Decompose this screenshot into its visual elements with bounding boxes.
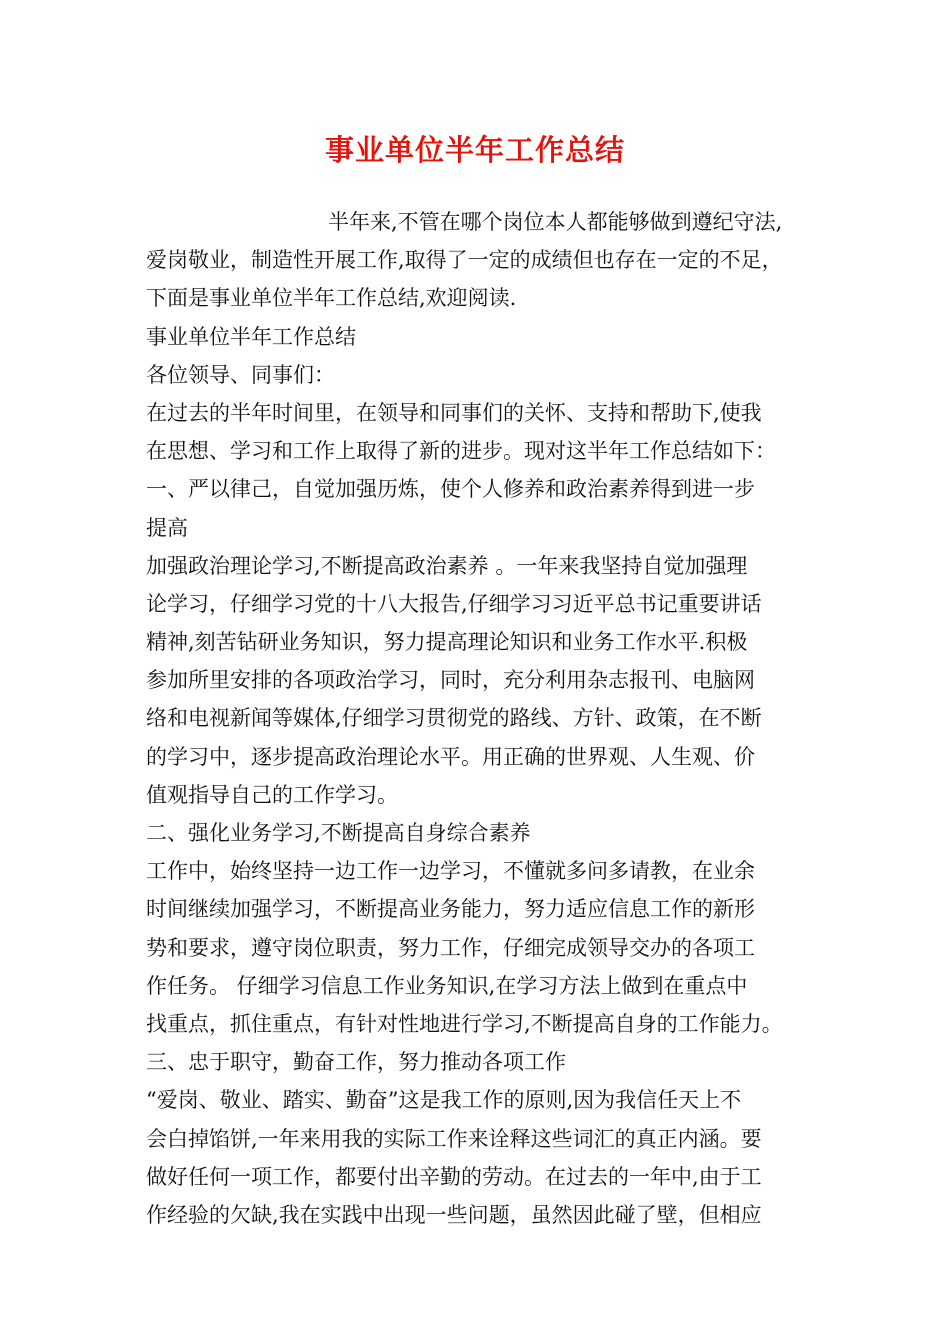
text-line: 做好任何一项工作，都要付出辛勤的劳动。在过去的一年中,由于工 <box>146 1164 762 1189</box>
text-line: 精神,刻苦钻研业务知识，努力提高理论知识和业务工作水平.积极 <box>146 630 748 655</box>
text-line: 事业单位半年工作总结 <box>146 324 356 349</box>
text-line: 络和电视新闻等媒体,仔细学习贯彻党的路线、方针、政策，在不断 <box>146 706 762 731</box>
text-line: 工作中，始终坚持一边工作一边学习，不懂就多问多请教，在业余 <box>146 859 755 884</box>
text-line: 在思想、学习和工作上取得了新的进步。现对这半年工作总结如下： <box>146 439 776 464</box>
text-line: 值观指导自己的工作学习。 <box>146 782 398 807</box>
text-line: 半年来,不管在哪个岗位本人都能够做到遵纪守法, <box>328 210 783 234</box>
text-line: 一、严以律己，自觉加强历炼，使个人修养和政治素养得到进一步 <box>146 477 755 502</box>
text-line: 下面是事业单位半年工作总结,欢迎阅读. <box>146 286 517 311</box>
text-line: 三、忠于职守，勤奋工作，努力推动各项工作 <box>146 1050 566 1075</box>
text-line: 找重点，抓住重点，有针对性地进行学习,不断提高自身的工作能力。 <box>146 1011 783 1036</box>
text-line: 爱岗敬业，制造性开展工作,取得了一定的成绩但也存在一定的不足， <box>146 248 783 273</box>
text-line: 作经验的欠缺,我在实践中出现一些问题，虽然因此碰了壁，但相应 <box>146 1202 762 1227</box>
text-line: 参加所里安排的各项政治学习，同时，充分利用杂志报刊、电脑网 <box>146 668 755 693</box>
text-line: 论学习，仔细学习党的十八大报告,仔细学习习近平总书记重要讲话 <box>146 591 762 616</box>
text-line: 二、强化业务学习,不断提高自身综合素养 <box>146 821 531 845</box>
text-line: “爱岗、敬业、踏实、勤奋”这是我工作的原则,因为我信任天上不 <box>146 1088 742 1113</box>
text-line: 加强政治理论学习,不断提高政治素养 。一年来我坚持自觉加强理 <box>146 553 748 578</box>
text-line: 提高 <box>146 515 188 540</box>
document-title: 事业单位半年工作总结 <box>324 133 625 167</box>
text-line: 会白掉馅饼,一年来用我的实际工作来诠释这些词汇的真正内涵。要 <box>146 1126 762 1151</box>
text-line: 势和要求，遵守岗位职责，努力工作，仔细完成领导交办的各项工 <box>146 935 755 960</box>
text-line: 时间继续加强学习，不断提高业务能力，努力适应信息工作的新形 <box>146 897 755 922</box>
text-line: 作任务。 仔细学习信息工作业务知识,在学习方法上做到在重点中 <box>146 973 748 998</box>
document-body <box>146 203 818 1234</box>
text-line: 各位领导、同事们： <box>146 362 335 387</box>
text-line: 在过去的半年时间里，在领导和同事们的关怀、支持和帮助下,使我 <box>146 400 762 425</box>
text-line: 的学习中，逐步提高政治理论水平。用正确的世界观、人生观、价 <box>146 744 755 769</box>
